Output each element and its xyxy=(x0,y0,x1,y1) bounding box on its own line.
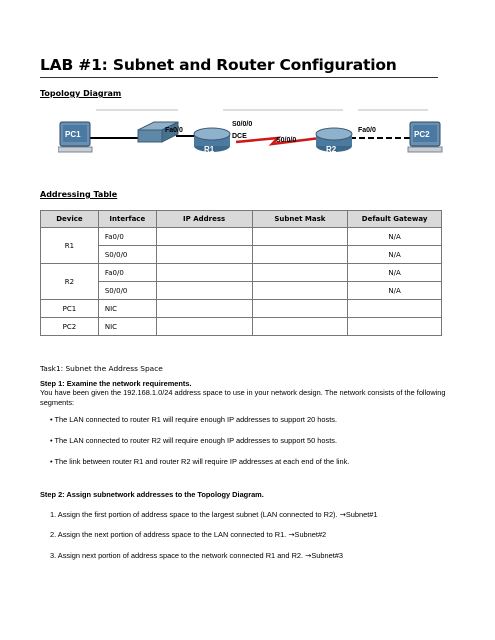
column-header: Interface xyxy=(98,211,156,228)
requirement-bullet: • The LAN connected to router R1 will require enough IP addresses to support 20 hosts. xyxy=(50,415,338,424)
column-header: IP Address xyxy=(156,211,252,228)
device-cell: PC2 xyxy=(41,318,99,336)
addressing-table xyxy=(40,210,442,336)
interface-cell: NIC xyxy=(98,318,156,336)
table-row xyxy=(41,318,442,336)
step1-intro: You have been given the 192.168.1.0/24 address space to use in your network design. The network consists of the following segments: xyxy=(40,388,446,407)
pc1-label: PC1 xyxy=(65,130,81,139)
mask-cell[interactable] xyxy=(252,300,348,318)
table-row xyxy=(41,300,442,318)
interface-cell: S0/0/0 xyxy=(98,282,156,300)
step1-title: Step 1: Examine the network requirements. xyxy=(40,379,192,388)
arrow-right-icon: → xyxy=(288,530,295,539)
mask-cell[interactable] xyxy=(252,246,348,264)
step2-item-text: 2. Assign the next portion of address space to the LAN connected to R1. xyxy=(50,530,287,539)
step2-item-text: 1. Assign the first portion of address space to the largest subnet (LAN connected to R2). xyxy=(50,510,338,519)
table-row xyxy=(41,228,442,246)
requirement-bullet: • The LAN connected to router R2 will require enough IP addresses to support 50 hosts. xyxy=(50,436,338,445)
step2-title: Step 2: Assign subnetwork addresses to the Topology Diagram. xyxy=(40,490,264,499)
r2-label: R2 xyxy=(326,145,337,154)
requirement-bullet: • The link between router R1 and router R2 will require IP addresses at each end of the link. xyxy=(50,457,350,466)
r2-serial-label: S0/0/0 xyxy=(276,137,297,144)
interface-cell: NIC xyxy=(98,300,156,318)
gateway-cell: N/A xyxy=(348,228,442,246)
table-row xyxy=(41,282,442,300)
column-header: Device xyxy=(41,211,99,228)
topology-diagram xyxy=(58,108,446,168)
device-cell: PC1 xyxy=(41,300,99,318)
step2-item xyxy=(50,551,343,560)
mask-cell[interactable] xyxy=(252,228,348,246)
title-divider xyxy=(40,77,438,78)
arrow-right-icon: → xyxy=(339,510,346,519)
r1-dce-label: DCE xyxy=(232,133,247,140)
gateway-cell: N/A xyxy=(348,246,442,264)
table-row xyxy=(41,264,442,282)
device-cell: R1 xyxy=(41,228,99,264)
pc2-label: PC2 xyxy=(414,130,430,139)
subnet-tag: Subnet#3 xyxy=(311,551,344,560)
step2-item xyxy=(50,510,378,519)
gateway-cell[interactable] xyxy=(348,318,442,336)
table-row xyxy=(41,246,442,264)
interface-cell: S0/0/0 xyxy=(98,246,156,264)
step2-item-text: 3. Assign next portion of address space to the network connected R1 and R2. xyxy=(50,551,304,560)
topology-heading: Topology Diagram xyxy=(40,89,122,98)
ip-cell[interactable] xyxy=(156,282,252,300)
ip-cell[interactable] xyxy=(156,318,252,336)
subnet-tag: Subnet#2 xyxy=(294,530,327,539)
ip-cell[interactable] xyxy=(156,300,252,318)
r1-serial-label: S0/0/0 xyxy=(232,121,253,128)
r1-fa-label: Fa0/0 xyxy=(165,127,183,134)
gateway-cell[interactable] xyxy=(348,300,442,318)
page-title: LAB #1: Subnet and Router Configuration xyxy=(40,56,397,74)
gateway-cell: N/A xyxy=(348,282,442,300)
r1-label: R1 xyxy=(204,145,215,154)
subnet-tag: Subnet#1 xyxy=(345,510,378,519)
gateway-cell: N/A xyxy=(348,264,442,282)
step2-item xyxy=(50,530,326,539)
task1-heading: Task1: Subnet the Address Space xyxy=(40,364,163,373)
mask-cell[interactable] xyxy=(252,264,348,282)
ip-cell[interactable] xyxy=(156,246,252,264)
column-header: Default Gateway xyxy=(348,211,442,228)
mask-cell[interactable] xyxy=(252,282,348,300)
ip-cell[interactable] xyxy=(156,264,252,282)
addressing-heading: Addressing Table xyxy=(40,190,118,199)
column-header: Subnet Mask xyxy=(252,211,348,228)
device-cell: R2 xyxy=(41,264,99,300)
r2-fa-label: Fa0/0 xyxy=(358,127,376,134)
topology-svg xyxy=(58,108,446,168)
arrow-right-icon: → xyxy=(305,551,312,560)
ip-cell[interactable] xyxy=(156,228,252,246)
interface-cell: Fa0/0 xyxy=(98,264,156,282)
interface-cell: Fa0/0 xyxy=(98,228,156,246)
mask-cell[interactable] xyxy=(252,318,348,336)
table-header-row xyxy=(41,211,442,228)
